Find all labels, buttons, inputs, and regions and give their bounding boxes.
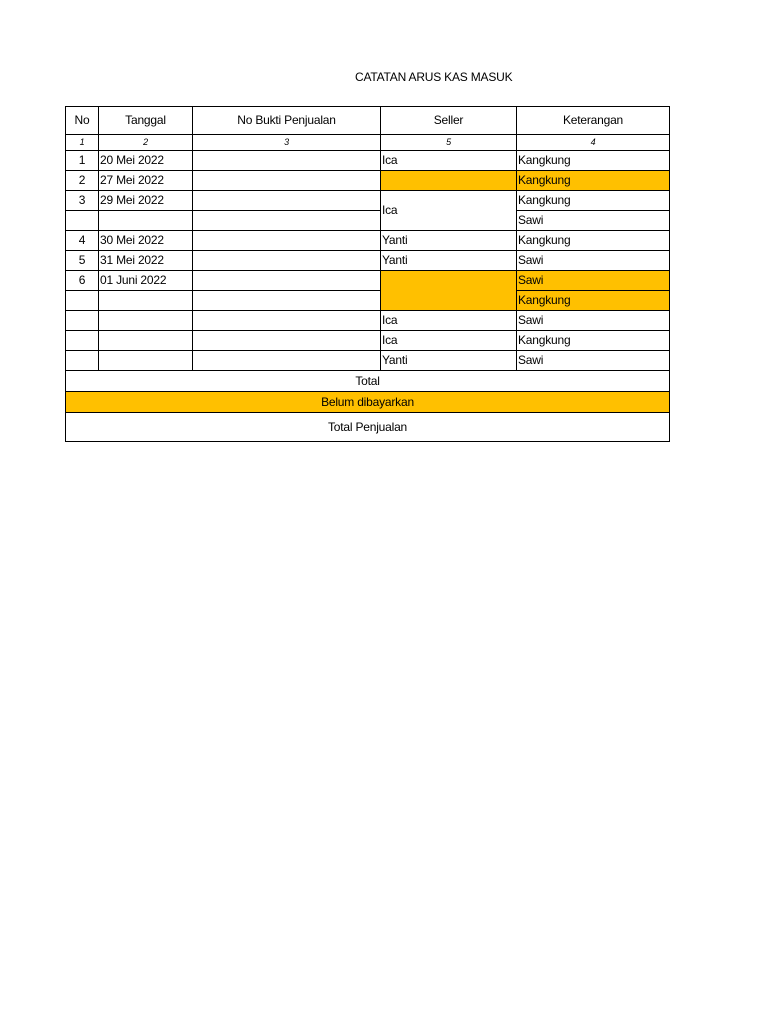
cell-bukti: [193, 311, 381, 331]
cell-keterangan: Kangkung: [517, 231, 670, 251]
cell-keterangan: Sawi: [517, 311, 670, 331]
cell-no: 4: [66, 231, 99, 251]
cell-tanggal: 27 Mei 2022: [99, 171, 193, 191]
cell-keterangan: Kangkung: [517, 171, 670, 191]
cell-keterangan: Sawi: [517, 351, 670, 371]
table-row: [66, 331, 670, 351]
cell-no: 6: [66, 271, 99, 291]
cell-no: 2: [66, 171, 99, 191]
table-row: [66, 231, 670, 251]
column-number-row: [66, 135, 670, 151]
cell-bukti: [193, 211, 381, 231]
unpaid-label: Belum dibayarkan: [66, 392, 670, 413]
cell-seller: Yanti: [381, 251, 517, 271]
cell-no: [66, 351, 99, 371]
cell-tanggal: 01 Juni 2022: [99, 271, 193, 291]
cell-no: [66, 311, 99, 331]
cell-seller: Ica: [381, 151, 517, 171]
table-row: [66, 271, 670, 291]
total-sales-row: [66, 413, 670, 442]
cell-keterangan: Kangkung: [517, 331, 670, 351]
cell-bukti: [193, 191, 381, 211]
cell-tanggal: [99, 351, 193, 371]
cell-keterangan: Kangkung: [517, 191, 670, 211]
page-title: CATATAN ARUS KAS MASUK: [355, 70, 513, 84]
unpaid-row: [66, 392, 670, 413]
table-row: [66, 291, 670, 311]
table-row: [66, 251, 670, 271]
cell-keterangan: Kangkung: [517, 291, 670, 311]
cell-bukti: [193, 251, 381, 271]
cell-bukti: [193, 231, 381, 251]
cell-tanggal: [99, 331, 193, 351]
column-number: 4: [517, 135, 670, 151]
column-number: 3: [193, 135, 381, 151]
cell-bukti: [193, 331, 381, 351]
cell-bukti: [193, 171, 381, 191]
cell-seller: [381, 171, 517, 191]
table-row: [66, 151, 670, 171]
cell-seller: [381, 271, 517, 311]
header-no-bukti: No Bukti Penjualan: [193, 107, 381, 135]
total-sales-label: Total Penjualan: [66, 413, 670, 442]
cell-tanggal: 20 Mei 2022: [99, 151, 193, 171]
cell-tanggal: 29 Mei 2022: [99, 191, 193, 211]
cell-no: [66, 291, 99, 311]
table-row: [66, 311, 670, 331]
cell-bukti: [193, 151, 381, 171]
table-row: [66, 191, 670, 211]
cash-inflow-table: [65, 106, 670, 442]
cell-seller: Yanti: [381, 351, 517, 371]
cell-tanggal: [99, 211, 193, 231]
cell-keterangan: Kangkung: [517, 151, 670, 171]
cell-seller: Ica: [381, 191, 517, 231]
table-row: [66, 211, 670, 231]
cell-no: [66, 211, 99, 231]
column-number: 2: [99, 135, 193, 151]
header-keterangan: Keterangan: [517, 107, 670, 135]
cell-bukti: [193, 271, 381, 291]
cell-tanggal: 31 Mei 2022: [99, 251, 193, 271]
header-tanggal: Tanggal: [99, 107, 193, 135]
cell-tanggal: [99, 291, 193, 311]
table-row: [66, 351, 670, 371]
header-seller: Seller: [381, 107, 517, 135]
table-row: [66, 171, 670, 191]
total-row: [66, 371, 670, 392]
total-label: Total: [66, 371, 670, 392]
cell-keterangan: Sawi: [517, 271, 670, 291]
cell-bukti: [193, 351, 381, 371]
cell-bukti: [193, 291, 381, 311]
column-number: 5: [381, 135, 517, 151]
cell-keterangan: Sawi: [517, 251, 670, 271]
cell-tanggal: [99, 311, 193, 331]
cell-no: 3: [66, 191, 99, 211]
cell-no: [66, 331, 99, 351]
cell-seller: Ica: [381, 311, 517, 331]
cell-seller: Ica: [381, 331, 517, 351]
header-no: No: [66, 107, 99, 135]
cell-no: 1: [66, 151, 99, 171]
cell-tanggal: 30 Mei 2022: [99, 231, 193, 251]
column-number: 1: [66, 135, 99, 151]
header-row: [66, 107, 670, 135]
cell-no: 5: [66, 251, 99, 271]
cell-seller: Yanti: [381, 231, 517, 251]
cell-keterangan: Sawi: [517, 211, 670, 231]
